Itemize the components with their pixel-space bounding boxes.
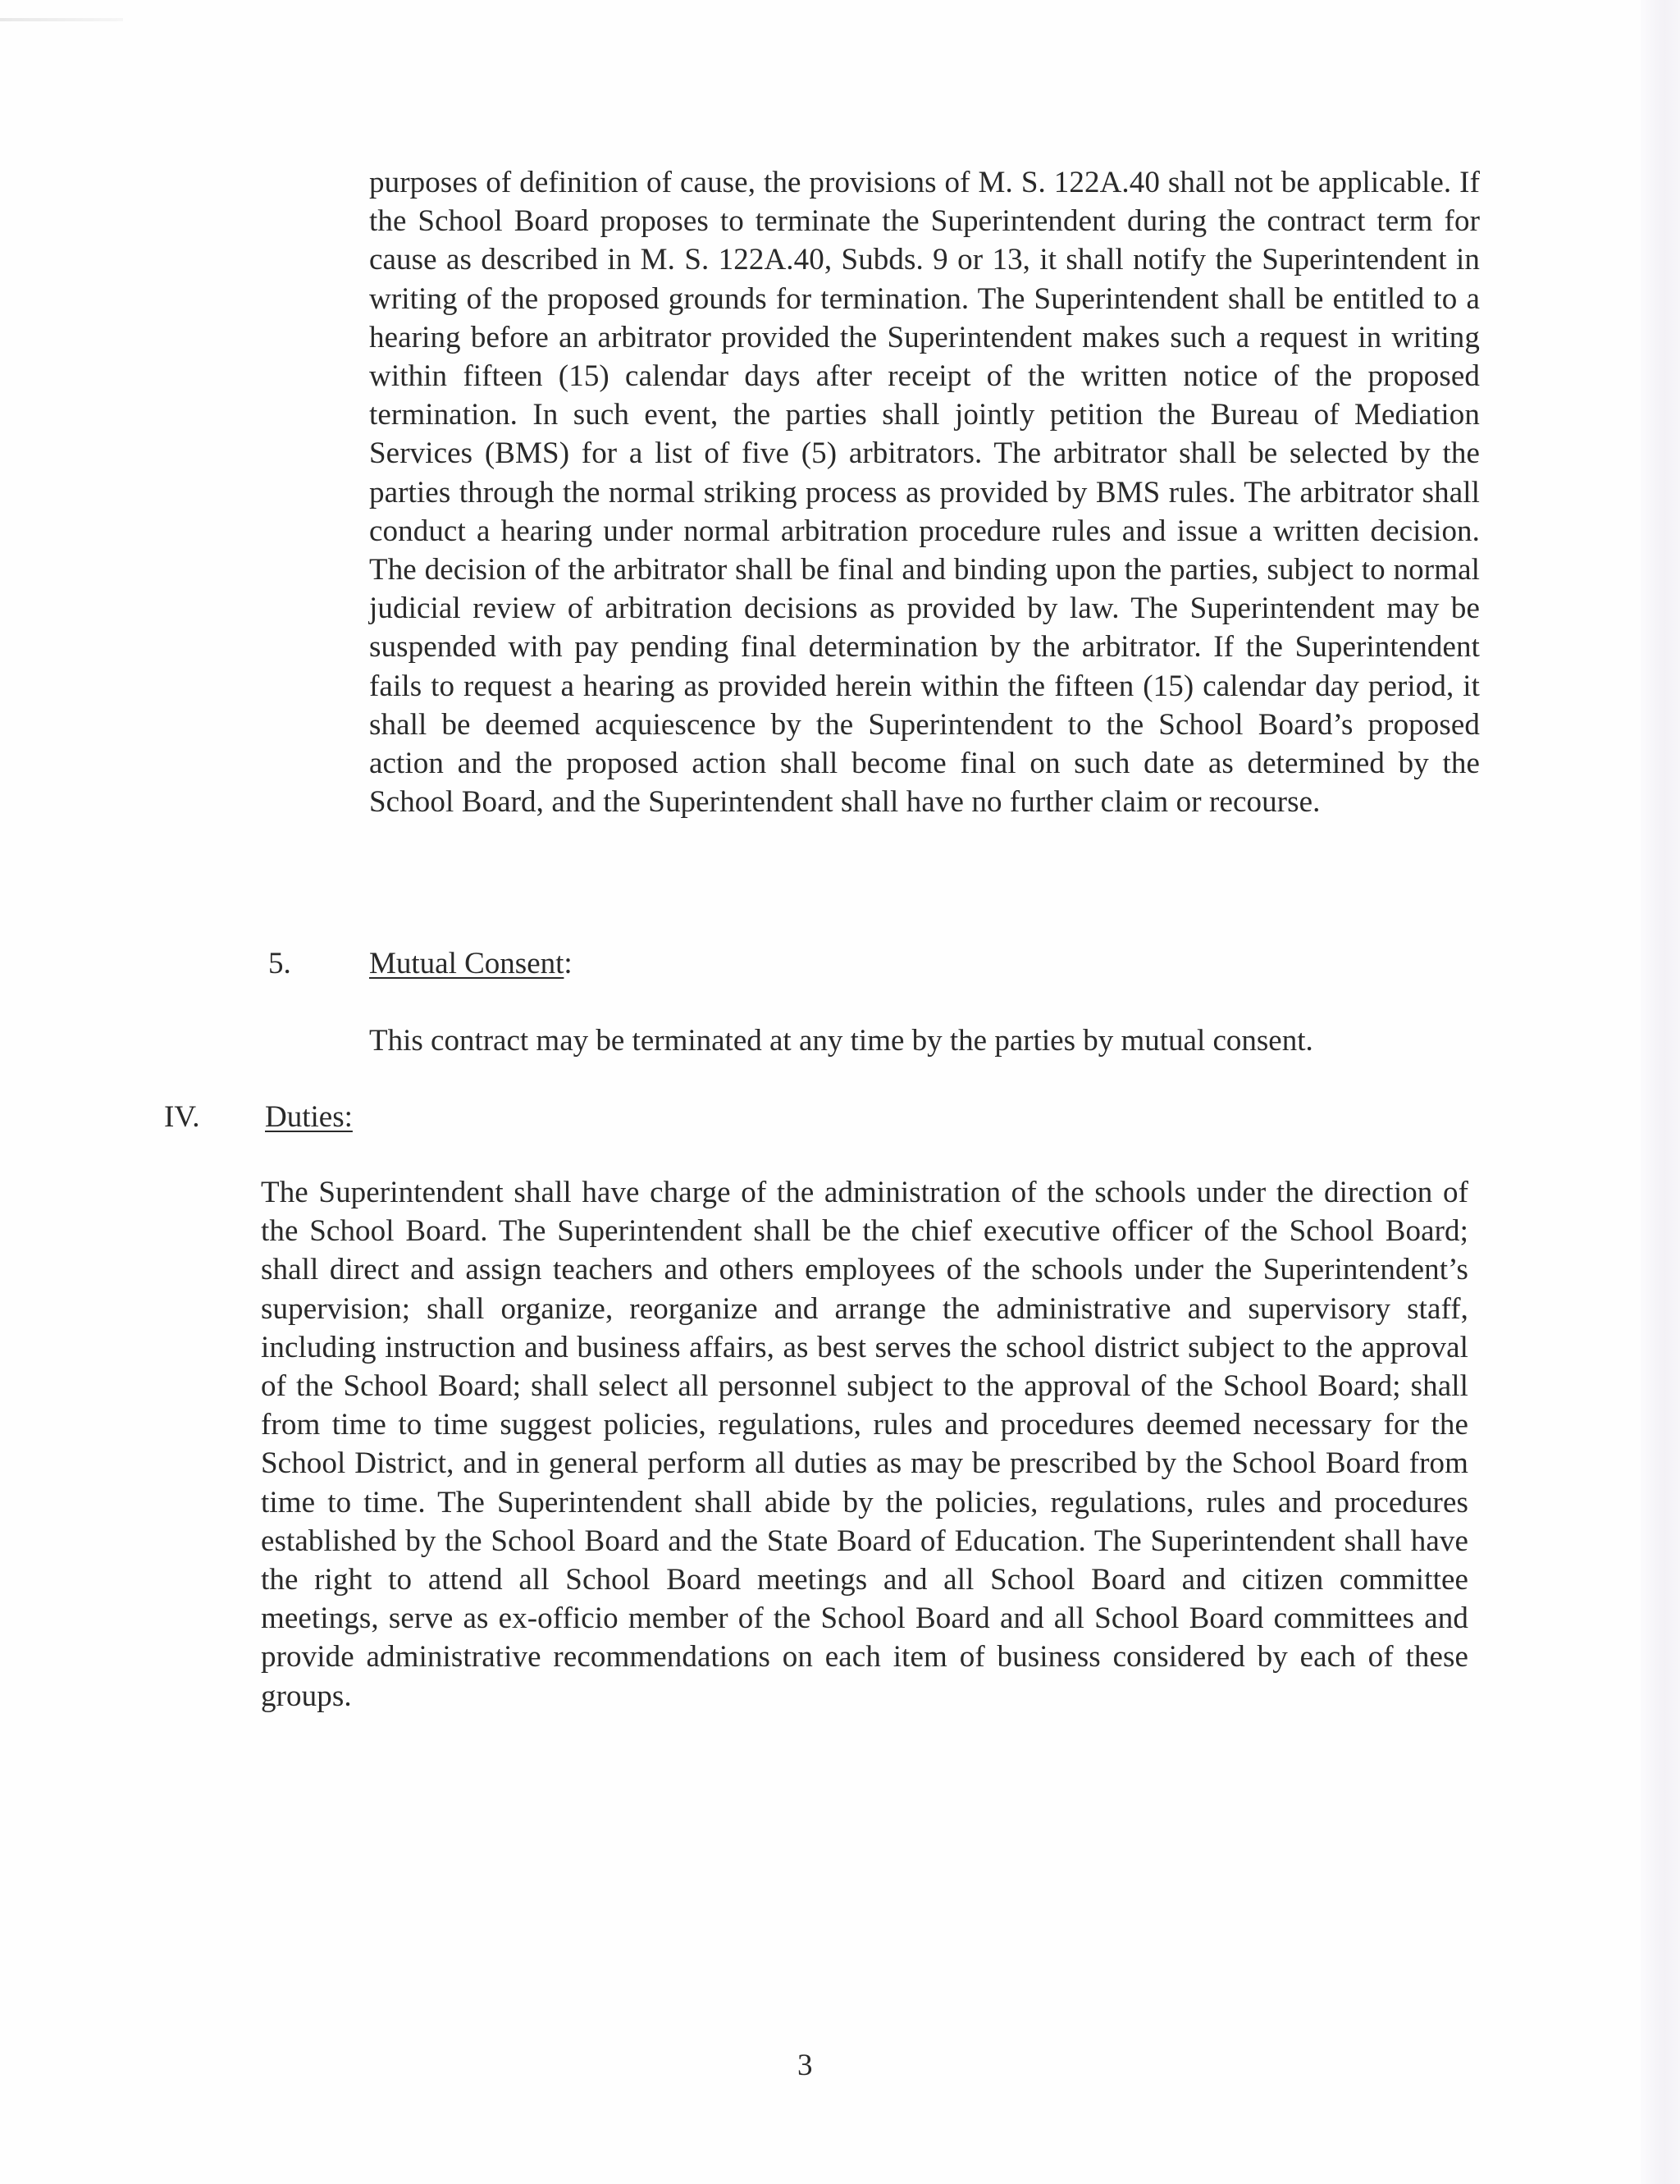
scan-edge-shadow [1641,0,1680,2184]
page-number: 3 [797,2049,813,2082]
section-iv-number: IV. [164,1100,200,1134]
section-5-heading-colon: : [564,947,573,980]
duties-paragraph: The Superintendent shall have charge of the administration of the schools under the direction of the School Board. The Superintendent shall be the chief executive officer of the School Board; shall direct and assign teachers and others employees of the schools under the Superintendent’s supervision; shall organize, reorganize and arrange the administrative and supervisory staff, including instruction and business affairs, as best serves the school district subject to the approval of the School Board; shall select all personnel subject to the approval of the School Board; shall from time to time suggest policies, regulations, rules and procedures deemed necessary for the School District, and in general perform all duties as may be prescribed by the School Board from time to time. The Superintendent shall abide by the policies, regulations, rules and procedures established by the School Board and the State Board of Education. The Superintendent shall have the right to attend all School Board meetings and all School Board and citizen committee meetings, serve as ex-officio member of the School Board and all School Board committees and provide administrative recommendations on each item of business considered by each of these groups. [261,1176,1468,1713]
section-5-heading [369,944,573,983]
section-5-heading-text: Mutual Consent [369,947,564,980]
mutual-consent-text: This contract may be terminated at any time by the parties by mutual consent. [369,1024,1313,1058]
termination-for-cause-paragraph: purposes of definition of cause, the provisions of M. S. 122A.40 shall not be applicable. If the School Board proposes to terminate the Superintendent during the contract term for cause as described in M. S. 122A.40, Subds. 9 or 13, it shall notify the Superintendent in writing of the proposed grounds for termination. The Superintendent shall be entitled to a hearing before an arbitrator provided the Superintendent makes such a request in writing within fifteen (15) calendar days after receipt of the written notice of the proposed termination. In such event, the parties shall jointly petition the Bureau of Mediation Services (BMS) for a list of five (5) arbitrators. The arbitrator shall be selected by the parties through the normal striking process as provided by BMS rules. The arbitrator shall conduct a hearing under normal arbitration procedure rules and issue a written decision. The decision of the arbitrator shall be final and binding upon the parties, subject to normal judicial review of arbitration decisions as provided by law. The Superintendent may be suspended with pay pending final determination by the arbitrator. If the Superintendent fails to request a hearing as provided herein within the fifteen (15) calendar day period, it shall be deemed acquiescence by the Superintendent to the School Board’s proposed action and the proposed action shall become final on such date as determined by the School Board, and the Superintendent shall have no further claim or recourse. [369,166,1480,820]
scan-artifact [0,18,123,21]
section-iv-heading: Duties: [265,1100,353,1134]
section-5-number: 5. [268,947,291,980]
